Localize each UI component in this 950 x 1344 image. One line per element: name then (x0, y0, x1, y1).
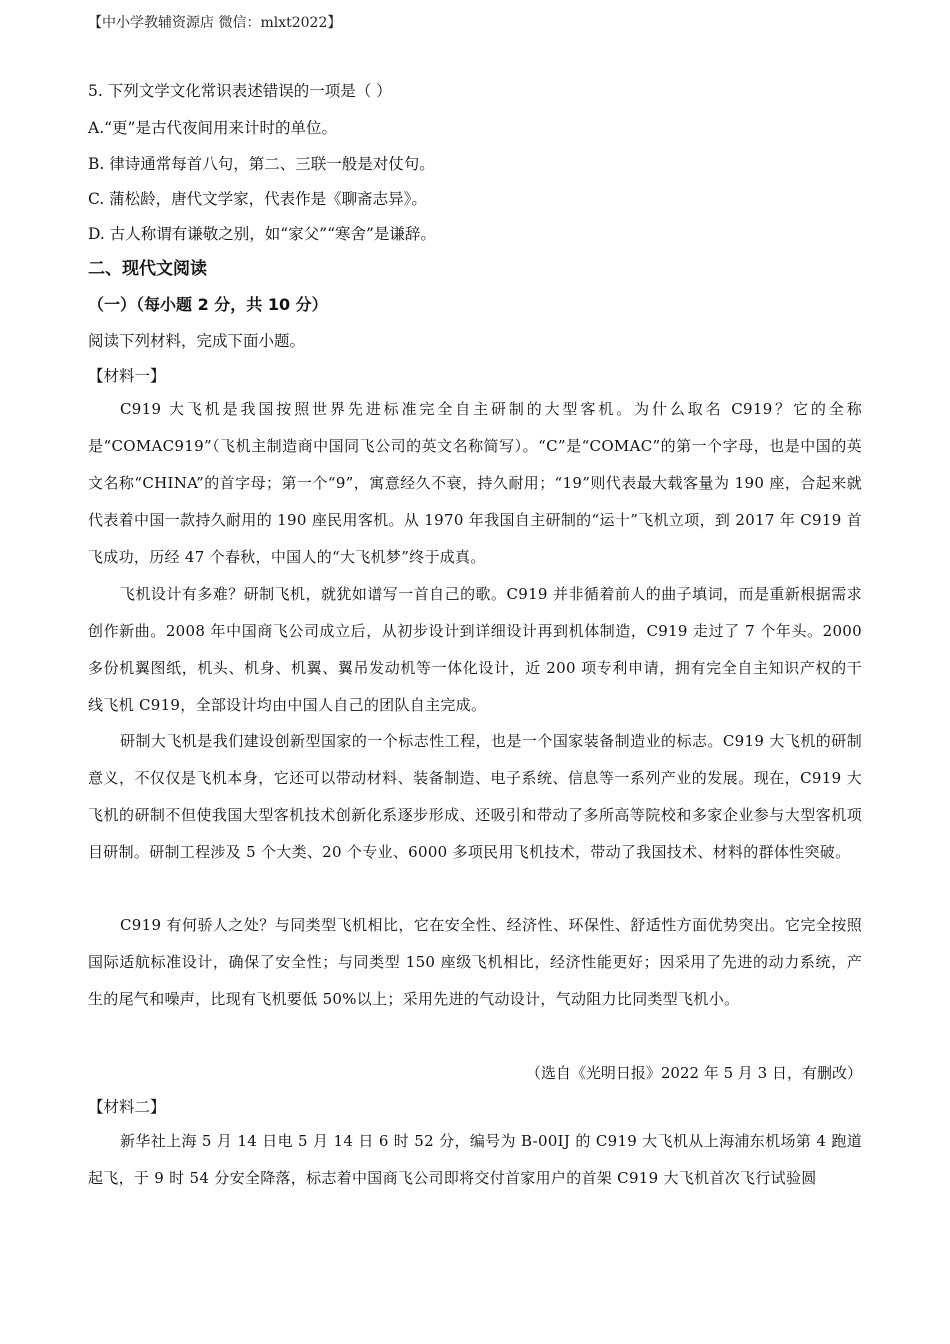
question-5-stem: 5. 下列文学文化常识表述错误的一项是（ ） (88, 82, 392, 100)
question-5-option-d: D. 古人称谓有谦敬之别，如“家父”“寒舍”是谦辞。 (88, 225, 436, 243)
section-title: 二、现代文阅读 (88, 259, 207, 279)
question-5-option-c: C. 蒲松龄，唐代文学家，代表作是《聊斋志异》。 (88, 190, 427, 208)
question-5-option-a: A.“更”是古代夜间用来计时的单位。 (88, 119, 337, 137)
section-subtitle: （一）（每小题 2 分，共 10 分） (88, 295, 328, 314)
material-1-paragraph: C919 有何骄人之处？与同类型飞机相比，它在安全性、经济性、环保性、舒适性方面优势突出。它完全按照国际适航标准设计，确保了安全性；与同类型 150 座级飞机相比，经济性能更好；因采用了先进的动力系统，产生的尾气和噪声，比现有飞机要低 50%以上；采用先进的气动设计，气动阻力比同类型飞机小。 (88, 916, 862, 1008)
material-2-label: 【材料二】 (88, 1098, 166, 1116)
material-1-source: （选自《光明日报》2022 年 5 月 3 日，有删改） (525, 1064, 862, 1082)
material-1-paragraph: 飞机设计有多难？研制飞机，就犹如谱写一首自己的歌。C919 并非循着前人的曲子填词，而是重新根据需求创作新曲。2008 年中国商飞公司成立后，从初步设计到详细设计再到机体制造，C919 走过了 7 个年头。2000 多份机翼图纸，机头、机身、机翼、翼吊发动机等一体化设计，近 200 项专利申请，拥有完全自主知识产权的干线飞机 C919，全部设计均由中国人自己的团队自主完成。 (88, 585, 862, 714)
reading-instruction: 阅读下列材料，完成下面小题。 (88, 332, 306, 350)
question-5-option-b: B. 律诗通常每首八句，第二、三联一般是对仗句。 (88, 155, 435, 173)
material-1-paragraph: C919 大飞机是我国按照世界先进标准完全自主研制的大型客机。为什么取名 C919？它的全称是“COMAC919”（飞机主制造商中国同飞公司的英文名称简写）。“C”是“COMAC”的第一个字母，也是中国的英文名称“CHINA”的首字母；第一个“9”，寓意经久不衰，持久耐用；“19”则代表最大载客量为 190 座，合起来就代表着中国一款持久耐用的 190 座民用客机。从 1970 年我国自主研制的“运十”飞机立项，到 2017 年 C919 首飞成功，历经 47 个春秋，中国人的“大飞机梦”终于成真。 (88, 400, 862, 566)
material-1-paragraph: 研制大飞机是我们建设创新型国家的一个标志性工程，也是一个国家装备制造业的标志。C919 大飞机的研制意义，不仅仅是飞机本身，它还可以带动材料、装备制造、电子系统、信息等一系列产业的发展。现在，C919 大飞机的研制不但使我国大型客机技术创新化系逐步形成、还吸引和带动了多所高等院校和多家企业参与大型客机项目研制。研制工程涉及 5 个大类、20 个专业、6000 多项民用飞机技术，带动了我国技术、材料的群体性突破。 (88, 732, 862, 861)
material-1-label: 【材料一】 (88, 367, 166, 385)
page-header: 【中小学教辅资源店 微信：mlxt2022】 (88, 15, 342, 31)
material-2-paragraph: 新华社上海 5 月 14 日电 5 月 14 日 6 时 52 分，编号为 B-00IJ 的 C919 大飞机从上海浦东机场第 4 跑道起飞，于 9 时 54 分安全降落，标志着中国商飞公司即将交付首家用户的首架 C919 大飞机首次飞行试验圆 (88, 1132, 862, 1187)
